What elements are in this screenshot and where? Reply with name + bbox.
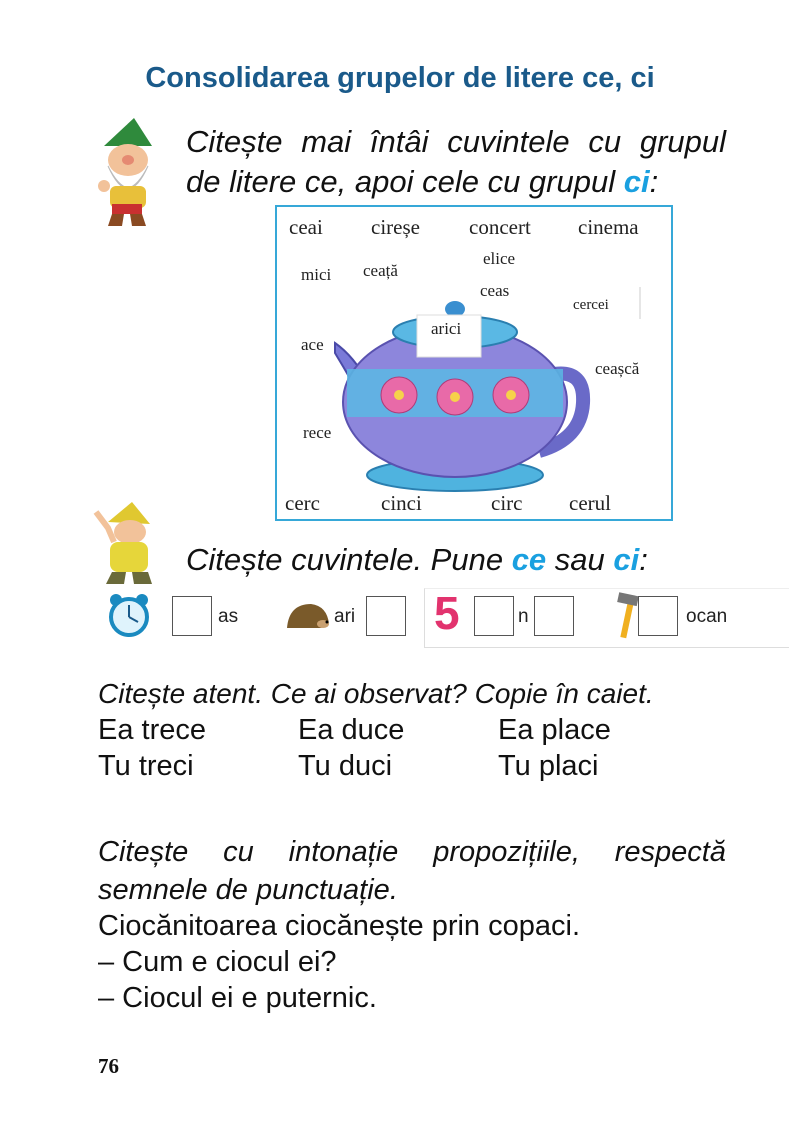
dwarf-waving-illustration <box>92 502 164 586</box>
word-fragment-ocan: ocan <box>686 606 728 627</box>
phrase-tu-duci: Tu duci <box>298 750 393 782</box>
word-fragment-as: as <box>218 606 239 627</box>
word-fragment-n: n <box>518 606 529 627</box>
word-cirese: cireșe <box>371 215 420 239</box>
word-circ: circ <box>491 491 523 515</box>
instruction-copy: Citește atent. Ce ai observat? Copie în caiet. <box>98 678 654 709</box>
sentences-block <box>98 908 788 1016</box>
phrase-ea-trece: Ea trece <box>98 714 206 746</box>
phrase-grid <box>98 712 788 784</box>
phrase-tu-placi: Tu placi <box>498 750 599 782</box>
hedgehog-icon <box>283 600 331 632</box>
digit-five: 5 <box>434 587 460 639</box>
word-ceasca: ceașcă <box>595 359 640 378</box>
blank-box-5[interactable] <box>638 596 678 636</box>
phrase-tu-treci: Tu treci <box>98 750 194 782</box>
word-fragment-ari: ari <box>334 606 356 627</box>
word-ace: ace <box>301 335 324 354</box>
teapot-word-image <box>275 205 673 521</box>
instruction-line-1: Citește mai întâi cuvintele cu grupul <box>186 124 726 159</box>
blank-box-2[interactable] <box>366 596 406 636</box>
blank-box-4[interactable] <box>534 596 574 636</box>
phrase-ea-duce: Ea duce <box>298 714 405 746</box>
instruction-read-words <box>186 122 726 162</box>
page-number: 76 <box>98 1054 119 1078</box>
word-mici: mici <box>301 265 332 284</box>
word-concert: concert <box>469 215 531 239</box>
phrase-ea-place: Ea place <box>498 714 611 746</box>
highlight-ce: ce <box>511 542 547 577</box>
word-ceata: ceață <box>363 261 398 280</box>
word-rece: rece <box>303 423 332 442</box>
word-cinci: cinci <box>381 491 422 515</box>
word-ceai: ceai <box>289 215 323 239</box>
sentence-1: Ciocănitoarea ciocănește prin copaci. <box>98 910 580 942</box>
blank-box-1[interactable] <box>172 596 212 636</box>
word-ceas: ceas <box>480 281 510 300</box>
word-cerc: cerc <box>285 491 320 515</box>
sentence-3: – Ciocul ei e puternic. <box>98 982 377 1014</box>
instruction-intonation-line-1: Citește cu intonație propozițiile, respectă <box>98 836 726 868</box>
word-arici: arici <box>431 319 462 338</box>
page-title: Consolidarea grupelor de litere ce, ci <box>145 62 655 94</box>
word-cercei: cercei <box>573 297 609 313</box>
blank-box-3[interactable] <box>474 596 514 636</box>
sentence-2: – Cum e ciocul ei? <box>98 946 337 978</box>
dwarf-illustration <box>86 116 166 230</box>
instruction-fill-ce-ci: Citește cuvintele. Pune ce sau ci: <box>186 542 648 577</box>
alarm-clock-icon <box>106 592 152 638</box>
exercise-row <box>98 588 788 648</box>
highlight-ci: ci <box>613 542 640 577</box>
instruction-line-2: de litere ce, apoi cele cu grupul ci: <box>186 164 659 199</box>
word-cinema: cinema <box>578 215 639 239</box>
instruction-intonation-line-2: semnele de punctuație. <box>98 874 398 906</box>
word-elice: elice <box>483 249 516 268</box>
highlight-ci: ci <box>623 164 650 199</box>
word-cerul: cerul <box>569 491 611 515</box>
